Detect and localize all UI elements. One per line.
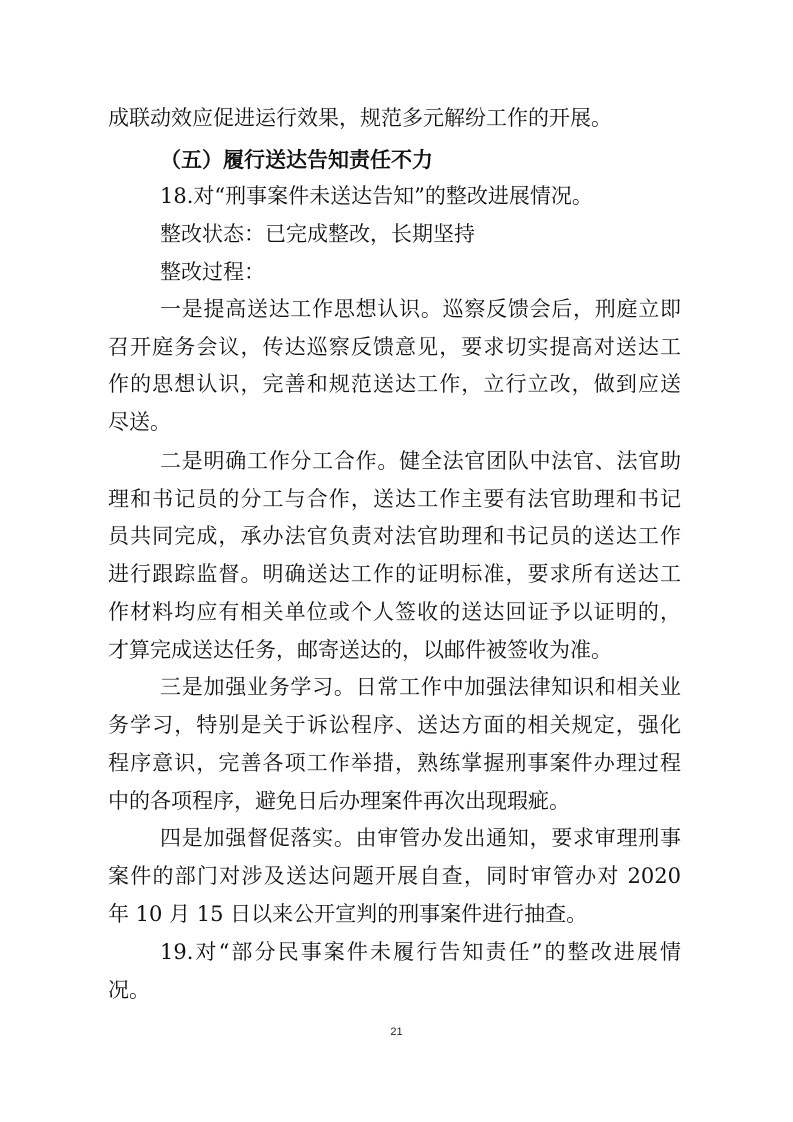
paragraph-2-line-2: 理和书记员的分工与合作，送达工作主要有法官助理和书记 bbox=[108, 487, 681, 511]
item-18-title: 18.对“刑事案件未送达告知”的整改进展情况。 bbox=[160, 184, 593, 208]
status-line: 整改状态：已完成整改，长期坚持 bbox=[160, 222, 475, 246]
item-19-title-line-1: 19.对“部分民事案件未履行告知责任”的整改进展情 bbox=[160, 940, 681, 964]
paragraph-2-line-6: 才算完成送达任务，邮寄送达的，以邮件被签收为准。 bbox=[108, 638, 612, 662]
paragraph-3-line-4: 中的各项程序，避免日后办理案件再次出现瑕疵。 bbox=[108, 789, 570, 813]
paragraph-1-line-4: 尽送。 bbox=[108, 410, 171, 434]
paragraph-4-line-3: 年 10 月 15 日以来公开宣判的刑事案件进行抽查。 bbox=[108, 902, 588, 926]
paragraph-2-line-4: 进行跟踪监督。明确送达工作的证明标准，要求所有送达工 bbox=[108, 562, 681, 586]
paragraph-3-line-3: 程序意识，完善各项工作举措，熟练掌握刑事案件办理过程 bbox=[108, 751, 681, 775]
paragraph-1-line-3: 作的思想认识，完善和规范送达工作，立行立改，做到应送 bbox=[108, 372, 681, 396]
paragraph-1-line-1: 一是提高送达工作思想认识。巡察反馈会后，刑庭立即 bbox=[160, 297, 681, 321]
item-19-title-line-2: 况。 bbox=[108, 978, 150, 1002]
paragraph-2-line-3: 员共同完成，承办法官负责对法官助理和书记员的送达工作 bbox=[108, 524, 681, 548]
paragraph-tail-line: 成联动效应促进运行效果，规范多元解纷工作的开展。 bbox=[108, 106, 612, 130]
page-number: 21 bbox=[390, 1026, 403, 1038]
paragraph-3-line-2: 务学习，特别是关于诉讼程序、送达方面的相关规定，强化 bbox=[108, 713, 681, 737]
paragraph-4-line-2: 案件的部门对涉及送达问题开展自查，同时审管办对 2020 bbox=[108, 864, 681, 888]
paragraph-1-line-2: 召开庭务会议，传达巡察反馈意见，要求切实提高对送达工 bbox=[108, 335, 681, 359]
section-heading: （五）履行送达告知责任不力 bbox=[160, 148, 433, 172]
paragraph-3-line-1: 三是加强业务学习。日常工作中加强法律知识和相关业 bbox=[160, 675, 681, 699]
paragraph-4-line-1: 四是加强督促落实。由审管办发出通知，要求审理刑事 bbox=[160, 826, 681, 850]
paragraph-2-line-1: 二是明确工作分工合作。健全法官团队中法官、法官助 bbox=[160, 449, 681, 473]
process-label: 整改过程： bbox=[160, 260, 265, 284]
paragraph-2-line-5: 作材料均应有相关单位或个人签收的送达回证予以证明的， bbox=[108, 600, 681, 624]
